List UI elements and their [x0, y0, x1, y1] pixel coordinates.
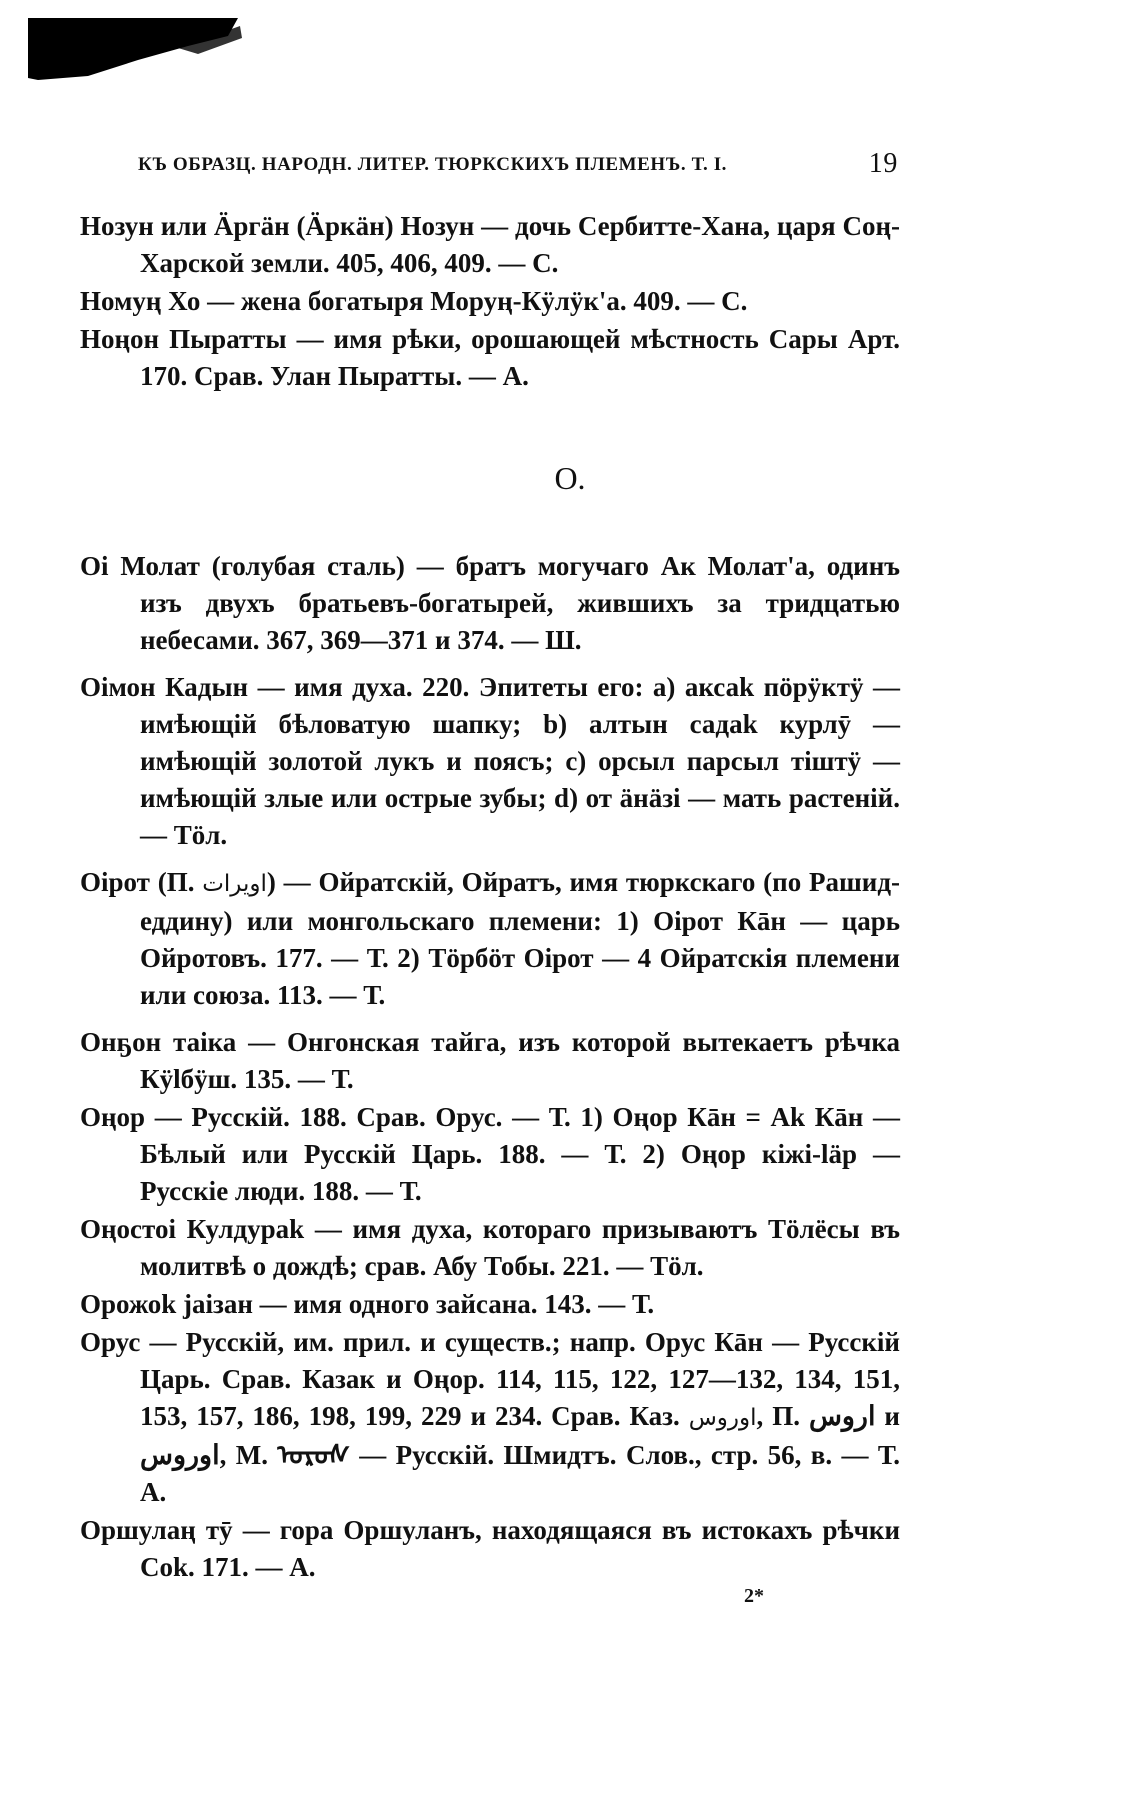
entry: [80, 1099, 900, 1210]
entry-text: — Русскій. 188. Срав. Орус. — Т. 1) Оңор Кāн = Аk Кāн — Бѣлый или Русскій Царь. 188. — Т. 2) Оңор кіжі-läр — Русскіе люди. 188. — Т.: [140, 1102, 900, 1206]
ink-smudge: [28, 18, 248, 88]
entry: [80, 1324, 900, 1511]
entry: [80, 208, 900, 282]
entry-text: — имя рѣки, орошающей мѣстность Сары Арт. 170. Срав. Улан Пыратты. — А.: [140, 324, 901, 391]
entry-headword: Онҕон таіка: [80, 1027, 237, 1057]
section-letter: О.: [554, 460, 586, 496]
entry: [80, 321, 900, 395]
entry-text: — имя одного зайсана. 143. — Т.: [252, 1289, 655, 1319]
entry-text: (голубая сталь) — братъ могучаго Ак Молат'а, одинъ изъ двухъ братьевъ-богатырей, жившихъ за тридцатью небесами. 367, 369—371 и 374. — Ш.: [140, 551, 900, 655]
entry-text: или Äргäн (Äркäн) Нозун — дочь Сербитте-Хана, царя Соң-Харской земли. 405, 406, 409. — С.: [140, 211, 900, 278]
entry: [80, 283, 900, 320]
entry-headword: Орожоk јаізан: [80, 1289, 253, 1319]
entry-text: — Русскій, им. прил. и существ.; напр. Орус Кāн — Русскій Царь. Срав. Казак и Оңор. 114, 115, 122, 127—132, 134, 151, 153, 157, 186, 198, 199, 229 и 234. Срав. Каз.: [140, 1327, 900, 1431]
entry-headword: Оі Молат: [80, 551, 200, 581]
entry: [80, 669, 900, 854]
entry-text: (П.: [149, 867, 203, 897]
entry-headword: Нозун: [80, 211, 154, 241]
entry-headword: Орус: [80, 1327, 141, 1357]
entry-text: — Онгонская тайга, изъ которой вытекаетъ рѣчка Кӱlбӱш. 135. — Т.: [140, 1027, 900, 1094]
entry: [80, 1024, 900, 1098]
running-head: [138, 148, 898, 182]
entry-headword: Номуң Хо: [80, 286, 201, 316]
entry: [80, 548, 900, 659]
entry: [80, 1512, 900, 1586]
entry-headword: Оршулаң тӯ: [80, 1515, 233, 1545]
arabic-script: اوروس: [688, 1405, 757, 1431]
entry: [80, 864, 900, 1014]
arabic-script: اویرات: [202, 871, 267, 897]
entry-headword: Оімон Кадын: [80, 672, 249, 702]
page-number: 19: [868, 148, 898, 179]
entry-text: — жена богатыря Моруң-Кӱлӱк'а. 409. — С.: [200, 286, 748, 316]
entry-text: , П. اروس и اوروس, М. ᠣᠷᠣᠰ — Русскій. Шмидтъ. Слов., стр. 56, в. — Т. А.: [140, 1401, 900, 1507]
entry-headword: Оңостоі Кулдураk: [80, 1214, 305, 1244]
entry-text: — гора Оршуланъ, находящаяся въ истокахъ рѣчки Соk. 171. — А.: [140, 1515, 901, 1582]
entry-text: — имя духа. 220. Эпитеты его: а) аксаk пӧрӱктӱ — имѣющій бѣловатую шапку; b) алтын садаk курлӯ — имѣющій золотой лукъ и поясъ; с) орсыл парсыл тіштӱ — имѣющій злые или острые зубы; d) от äнäзі — мать растеній. — Тӧл.: [140, 672, 900, 850]
entry-text: ) — Ойратскій, Ойратъ, имя тюркскаго (по Рашид-еддину) или монгольскаго племени: 1) Оірот Кāн — царь Ойротовъ. 177. — Т. 2) Тӧрбӧт Оірот — 4 Ойратскія племени или союза. 113. — Т.: [140, 867, 900, 1010]
entry-headword: Оірот: [80, 867, 150, 897]
signature-mark: 2*: [744, 1585, 764, 1607]
entry-headword: Ноңон Пыратты: [80, 324, 287, 354]
entry: [80, 1211, 900, 1285]
entry-headword: Оңор: [80, 1102, 146, 1132]
entries-n: [80, 208, 900, 396]
entry: [80, 1286, 900, 1323]
running-head-title: КЪ ОБРАЗЦ. НАРОДН. ЛИТЕР. ТЮРКСКИХЪ ПЛЕМЕНЪ. Т. I.: [138, 154, 728, 175]
entries-o: [80, 548, 900, 1587]
entry-text: — имя духа, котораго призываютъ Тӧлёсы въ молитвѣ о дождѣ; срав. Абу Тобы. 221. — Тӧл.: [140, 1214, 900, 1281]
